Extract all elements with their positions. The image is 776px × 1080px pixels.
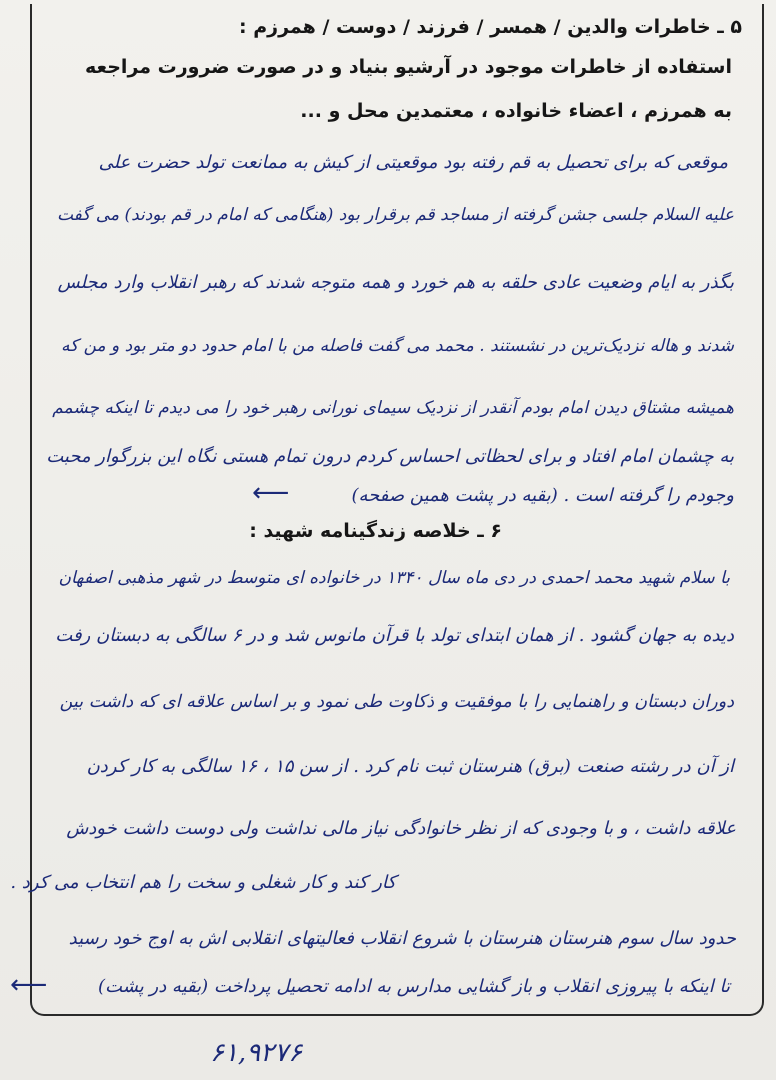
bio-line-1: با سلام شهید محمد احمدی در دی ماه سال ۱۳۴۰ در خانواده ای متوسط در شهر مذهبی اصفهان [58, 568, 730, 588]
document-number: ۶۱,۹۲۷۶ [210, 1038, 303, 1068]
memory-line-3: بگذر به ایام وضعیت عادی حلقه به هم خورد و همه متوجه شدند که رهبر انقلاب وارد مجلس [57, 272, 734, 293]
bio-line-3: دوران دبستان و راهنمایی را با موفقیت و ذکاوت طی نمود و بر اساس علاقه ای که داشت بین [59, 692, 734, 712]
memory-line-5: همیشه مشتاق دیدن امام بودم آنقدر از نزدیک سیمای نورانی رهبر خود را می دیدم تا اینکه چشمم [52, 398, 734, 418]
bio-line-4: از آن در رشته صنعت (برق) هنرستان ثبت نام کرد . از سن ۱۵ ، ۱۶ سالگی به کار کردن [86, 756, 734, 777]
memory-line-7: وجودم را گرفته است . (بقیه در پشت همین صفحه) [351, 485, 734, 506]
memory-line-4: شدند و هاله نزدیک‌ترین در نشستند . محمد می گفت فاصله من با امام حدود دو متر بود و من که [60, 336, 734, 356]
continue-arrow-icon: ⟵ [252, 478, 290, 508]
memory-line-6: به چشمان امام افتاد و برای لحظاتی احساس کردم درون تمام هستی نگاه این بزرگوار محبت [46, 446, 734, 467]
section5-title: ۵ ـ خاطرات والدین / همسر / فرزند / دوست / همرزم : [239, 16, 742, 38]
bio-line-2: دیده به جهان گشود . از همان ابتدای تولد با قرآن مانوس شد و در ۶ سالگی به دبستان رفت [55, 625, 734, 646]
bio-line-6: کار کند و کار شغلی و سخت را هم انتخاب می کرد . [10, 872, 396, 893]
memory-line-2: علیه السلام جلسی جشن گرفته از مساجد قم برقرار بود (هنگامی که امام در قم بودند) می گفت [56, 205, 734, 225]
bio-line-7: حدود سال سوم هنرستان هنرستان با شروع انقلاب فعالیتهای انقلابی اش به اوج خود رسید [68, 928, 736, 949]
section5-instruction-line2: به همرزم ، اعضاء خانواده ، معتمدین محل و ... [300, 100, 732, 122]
continue-arrow-icon-2: ⟵ [10, 970, 48, 1000]
section6-title: ۶ ـ خلاصه زندگینامه شهید : [249, 520, 502, 542]
memory-line-1: موقعی که برای تحصیل به قم رفته بود موقعیتی از کیش به ممانعت تولد حضرت علی [98, 152, 728, 173]
bio-line-5: علاقه داشت ، و با وجودی که از نظر خانوادگی نیاز مالی نداشت ولی دوست داشت خودش [66, 818, 736, 839]
section5-instruction-line1: استفاده از خاطرات موجود در آرشیو بنیاد و در صورت ضرورت مراجعه [84, 56, 732, 78]
bio-line-8: تا اینکه با پیروزی انقلاب و باز گشایی مدارس به ادامه تحصیل پرداخت (بقیه در پشت) [98, 976, 730, 997]
